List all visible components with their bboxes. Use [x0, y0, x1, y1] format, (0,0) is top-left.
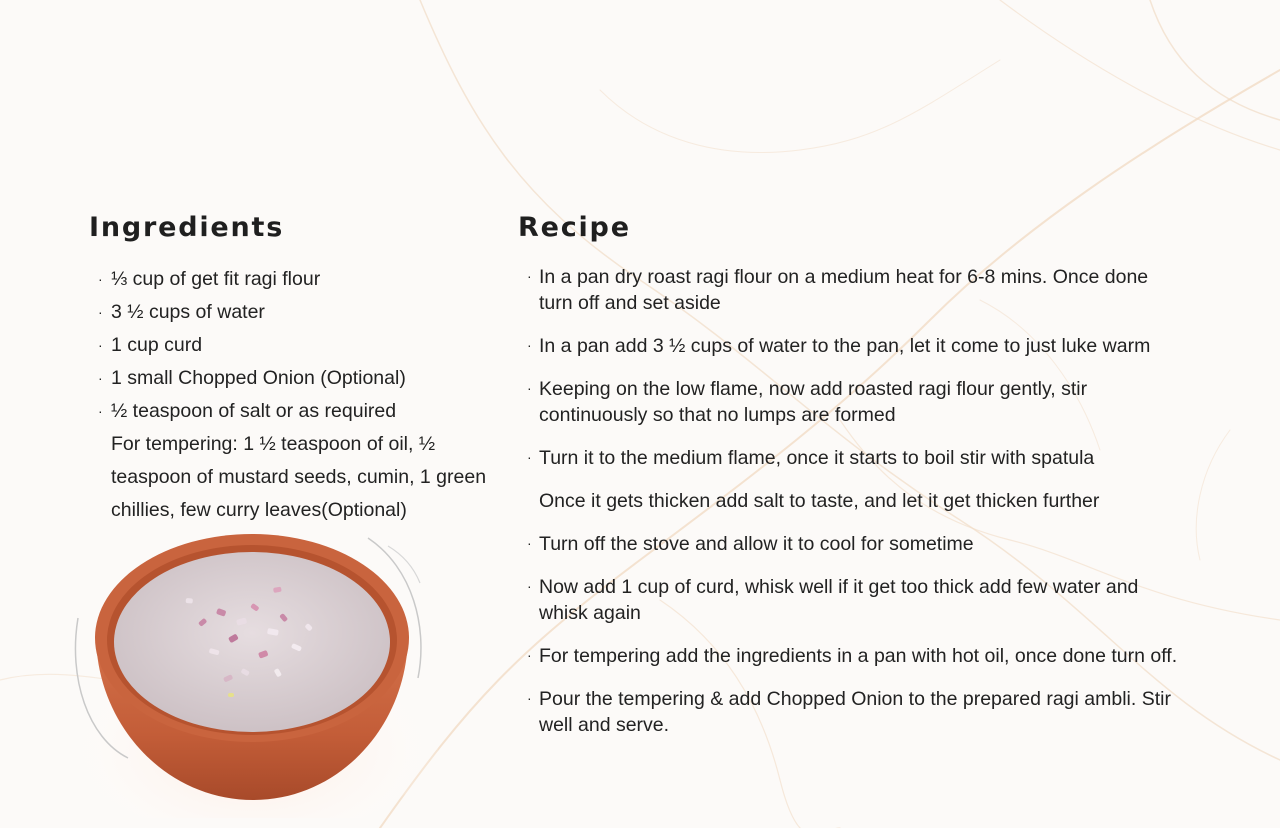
bullet-dot: ·	[527, 268, 532, 284]
recipe-step	[527, 574, 1187, 626]
recipe-step-text: For tempering add the ingredients in a pan with hot oil, once done turn off.	[539, 645, 1178, 667]
recipe-step	[527, 333, 1187, 359]
recipe-step	[527, 445, 1187, 471]
ingredient-text: 1 cup curd	[111, 334, 203, 356]
ingredient-item	[98, 296, 498, 329]
recipe-step-text: Turn it to the medium flame, once it starts to boil stir with spatula	[539, 447, 1095, 469]
recipe-step	[527, 686, 1187, 738]
bullet-dot: ·	[98, 337, 103, 353]
ingredient-text: ⅓ cup of get fit ragi flour	[111, 268, 321, 290]
ingredient-item	[98, 263, 498, 296]
bullet-dot: ·	[98, 304, 103, 320]
recipe-steps-list	[527, 264, 1187, 755]
bowl-illustration	[68, 528, 438, 818]
bullet-dot: ·	[527, 578, 532, 594]
recipe-step-text: Keeping on the low flame, now add roasted ragi flour gently, stir continuously so that no lumps are formed	[539, 378, 1088, 426]
recipe-step	[527, 376, 1187, 428]
ingredients-list	[98, 263, 498, 527]
bullet-dot: ·	[98, 271, 103, 287]
tempering-note: For tempering: 1 ½ teaspoon of oil, ½ teaspoon of mustard seeds, cumin, 1 green chillies, few curry leaves(Optional)	[111, 433, 487, 521]
bullet-dot: ·	[98, 370, 103, 386]
ingredient-item	[98, 395, 498, 428]
recipe-step-text: In a pan add 3 ½ cups of water to the pan, let it come to just luke warm	[539, 335, 1151, 357]
bullet-dot: ·	[527, 535, 532, 551]
recipe-step-text: Now add 1 cup of curd, whisk well if it get too thick add few water and whisk again	[539, 576, 1139, 624]
bullet-dot: ·	[527, 647, 532, 663]
bullet-dot: ·	[98, 403, 103, 419]
recipe-step-text: Once it gets thicken add salt to taste, and let it get thicken further	[539, 490, 1100, 512]
recipe-step	[527, 488, 1187, 514]
ingredient-item	[98, 329, 498, 362]
bullet-dot: ·	[527, 337, 532, 353]
ingredient-text: ½ teaspoon of salt or as required	[111, 400, 397, 422]
porridge-surface	[114, 552, 390, 732]
recipe-step	[527, 643, 1187, 669]
ingredients-heading: Ingredients	[89, 212, 285, 243]
ingredient-text: 3 ½ cups of water	[111, 301, 265, 323]
ragi-ambli-bowl-image	[68, 528, 438, 818]
recipe-step	[527, 531, 1187, 557]
bullet-dot: ·	[527, 380, 532, 396]
recipe-step-text: In a pan dry roast ragi flour on a medium heat for 6-8 mins. Once done turn off and set aside	[539, 266, 1149, 314]
bullet-dot: ·	[527, 690, 532, 706]
recipe-step-text: Turn off the stove and allow it to cool for sometime	[539, 533, 974, 555]
bullet-dot: ·	[527, 449, 532, 465]
recipe-step	[527, 264, 1187, 316]
ingredient-item	[98, 362, 498, 395]
ingredient-text: 1 small Chopped Onion (Optional)	[111, 367, 406, 389]
recipe-heading: Recipe	[518, 212, 631, 243]
recipe-step-text: Pour the tempering & add Chopped Onion to the prepared ragi ambli. Stir well and serve.	[539, 688, 1171, 736]
